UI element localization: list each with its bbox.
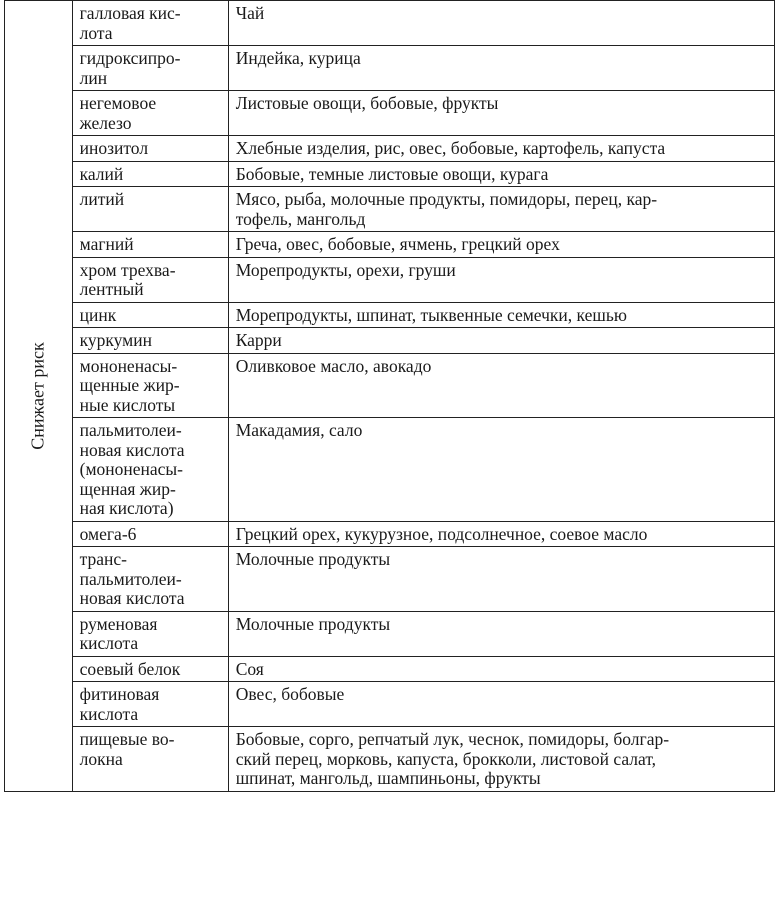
- substance-cell: [72, 257, 228, 302]
- substance-cell: [72, 682, 228, 727]
- substance-cell: [72, 91, 228, 136]
- substance-cell: [72, 418, 228, 522]
- sources-cell: [228, 1, 774, 46]
- sources-cell: [228, 91, 774, 136]
- table-row: [5, 187, 775, 232]
- food-sources: Оливковое масло, авокадо: [235, 355, 432, 376]
- table-row: [5, 611, 775, 656]
- substance-name: пальмитолеи- новая кислота (мононенасы- щенная жир- ная кислота): [79, 420, 185, 518]
- substance-cell: [72, 328, 228, 354]
- food-sources: Хлебные изделия, рис, овес, бобовые, картофель, капуста: [235, 138, 666, 158]
- food-sources: Молочные продукты: [235, 549, 391, 569]
- table-row: [5, 46, 775, 91]
- table-row: [5, 328, 775, 354]
- substance-name: литий: [79, 189, 125, 209]
- table-row: [5, 302, 775, 328]
- sources-cell: [228, 302, 774, 328]
- substance-cell: [72, 46, 228, 91]
- substance-name: галловая кис- лота: [79, 3, 181, 43]
- sources-cell: [228, 727, 774, 792]
- sources-cell: [228, 136, 774, 162]
- table-row: [5, 547, 775, 612]
- table-row: [5, 1, 775, 46]
- substance-cell: [72, 656, 228, 682]
- table-body: [5, 1, 775, 792]
- table-row: [5, 136, 775, 162]
- substance-cell: [72, 521, 228, 547]
- substance-name: мононенасы- щенные жир- ные кислоты: [79, 355, 180, 415]
- substance-name: негемовое железо: [79, 93, 157, 133]
- substance-cell: [72, 727, 228, 792]
- food-sources: Листовые овощи, бобовые, фрукты: [235, 93, 499, 113]
- substance-cell: [72, 161, 228, 187]
- substance-name: омега-6: [79, 523, 137, 544]
- substance-name: куркумин: [79, 330, 152, 350]
- table-row: [5, 257, 775, 302]
- table-row: [5, 656, 775, 682]
- sources-cell: [228, 682, 774, 727]
- substance-cell: [72, 302, 228, 328]
- food-sources: Соя: [235, 658, 264, 679]
- table-row: [5, 232, 775, 258]
- substance-cell: [72, 1, 228, 46]
- substance-name: соевый белок: [79, 658, 181, 679]
- sources-cell: [228, 328, 774, 354]
- sources-cell: [228, 521, 774, 547]
- side-label: Снижает риск: [27, 342, 48, 450]
- side-label-cell: [5, 1, 73, 792]
- substance-cell: [72, 136, 228, 162]
- table-row: [5, 161, 775, 187]
- table-row: [5, 521, 775, 547]
- food-sources: Молочные продукты: [235, 613, 391, 634]
- substance-cell: [72, 611, 228, 656]
- food-sources: Греча, овес, бобовые, ячмень, грецкий орех: [235, 234, 560, 254]
- sources-cell: [228, 353, 774, 418]
- substance-name: хром трехва- лентный: [79, 259, 176, 299]
- sources-cell: [228, 656, 774, 682]
- sources-cell: [228, 611, 774, 656]
- food-sources: Бобовые, темные листовые овощи, курага: [235, 163, 549, 184]
- substance-cell: [72, 232, 228, 258]
- substance-name: пищевые во- локна: [79, 729, 175, 769]
- sources-cell: [228, 547, 774, 612]
- food-sources: Овес, бобовые: [235, 684, 345, 704]
- substance-name: фитиновая кислота: [79, 684, 160, 724]
- food-sources: Макадамия, сало: [235, 420, 363, 440]
- table-row: [5, 682, 775, 727]
- sources-cell: [228, 187, 774, 232]
- substance-name: гидроксипро- лин: [79, 48, 181, 88]
- food-sources: Грецкий орех, кукурузное, подсолнечное, соевое масло: [235, 523, 648, 544]
- food-sources: Чай: [235, 3, 265, 23]
- substance-name: транс- пальмитолеи- новая кислота: [79, 549, 185, 608]
- nutrient-table-container: [4, 0, 775, 903]
- food-sources: Карри: [235, 330, 282, 350]
- substance-name: руменовая кислота: [79, 613, 158, 653]
- food-sources: Морепродукты, орехи, груши: [235, 259, 456, 280]
- sources-cell: [228, 257, 774, 302]
- substance-name: магний: [79, 234, 134, 254]
- substance-cell: [72, 547, 228, 612]
- substance-cell: [72, 353, 228, 418]
- table-row: [5, 727, 775, 792]
- sources-cell: [228, 46, 774, 91]
- table-row: [5, 91, 775, 136]
- sources-cell: [228, 161, 774, 187]
- substance-name: цинк: [79, 304, 117, 325]
- table-row: [5, 353, 775, 418]
- nutrient-sources-table: [4, 0, 775, 792]
- substance-cell: [72, 187, 228, 232]
- food-sources: Мясо, рыба, молочные продукты, помидоры, перец, кар- тофель, мангольд: [235, 189, 658, 229]
- substance-name: инозитол: [79, 138, 149, 158]
- food-sources: Индейка, курица: [235, 48, 361, 68]
- substance-name: калий: [79, 163, 124, 184]
- food-sources: Морепродукты, шпинат, тыквенные семечки, кешью: [235, 304, 627, 325]
- sources-cell: [228, 418, 774, 522]
- table-row: [5, 418, 775, 522]
- sources-cell: [228, 232, 774, 258]
- food-sources: Бобовые, сорго, репчатый лук, чеснок, помидоры, болгар- ский перец, морковь, капуста, брокколи, листовой салат, шпинат, мангольд, шампиньоны, фрукты: [235, 729, 670, 788]
